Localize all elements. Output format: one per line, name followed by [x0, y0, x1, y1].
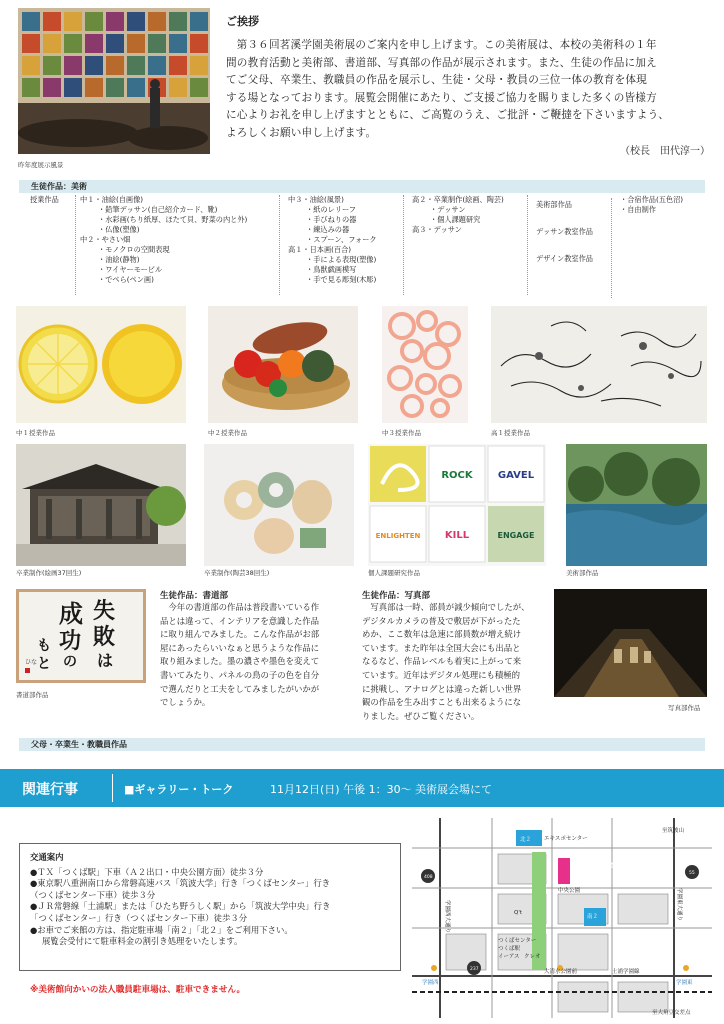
calligraphy-line: 取り組みました。墨の濃さや墨色を変えて — [160, 656, 320, 667]
works-item: 高１・日本画(百合) — [288, 245, 352, 254]
events-title: 関連行事 — [22, 782, 78, 798]
map-label: 55 — [689, 871, 695, 876]
works-col-6 — [620, 195, 710, 295]
calligraphy-line: 品とは違って、インテリアを意識した作品 — [160, 615, 319, 626]
greeting-line: てご父母、卒業生、教職員の作品を展示し、生徒・父母・教員の三位一体の教育を体現 — [226, 74, 647, 87]
greeting-line: 間の教育活動と美術部、書道部、写真部の作品が展示されます。また、生徒の作品に加え — [226, 56, 657, 69]
works-col-1 — [30, 195, 76, 295]
works-item: ・個人課題研究 — [430, 215, 481, 224]
map-label: 中央公園 — [558, 888, 581, 894]
artwork-vegetables — [208, 306, 358, 423]
events-divider — [112, 774, 113, 802]
map-label: 学園東大通り — [676, 888, 682, 922]
works-item: ・練込みの器 — [306, 225, 350, 234]
section-header-parents: 父母・卒業生・教職員作品 — [19, 738, 705, 751]
photo-line: デジタルカメラの普及で敷居が下がったた — [362, 615, 521, 626]
card-text: GAVEL — [497, 470, 535, 481]
map-label: つくば駅 — [498, 946, 521, 952]
photo-line: 写真部は一時、部員が減少傾向でしたが、 — [370, 602, 530, 612]
events-banner — [0, 769, 724, 807]
map-label: 408 — [424, 875, 433, 880]
works-item: 美術部作品 — [536, 200, 572, 209]
access-line: 展覧会受付にて駐車料金の割引き処理をいたします。 — [42, 936, 243, 947]
works-item: ・デッサン — [430, 205, 466, 214]
works-item: 中２・やさい畑 — [80, 235, 131, 244]
works-item: ・でべら(ペン画) — [98, 275, 154, 284]
calligraphy-line: でしょうか。 — [160, 697, 211, 708]
works-item: デッサン教室作品 — [536, 227, 593, 237]
access-line: ●お車でご来館の方は、指定駐車場「南２」「北２」をご利用下さい。 — [30, 924, 293, 935]
caption-jr1: 中１授業作品 — [16, 429, 55, 437]
card-text: ENLIGHTEN — [375, 532, 421, 540]
map-label: 237 — [470, 967, 479, 972]
map-label: 学園西 — [422, 980, 439, 986]
access-line: ●ＪＲ常磐線「土浦駅」または「ひたち野うしく駅」から「筑波大学中央」行き — [30, 901, 331, 912]
photo-line: なるなど、作品レベルも着実に上がって来 — [362, 656, 522, 667]
calligraphy-char: は — [97, 651, 114, 670]
caption-jr3: 中３授業作品 — [382, 429, 421, 437]
map-label: 土浦学園線 — [612, 969, 640, 975]
works-item: ・紙のレリーフ — [306, 205, 356, 214]
exhibition-photo-caption: 昨年度展示風景 — [18, 161, 64, 169]
calligraphy-line: で選んだりと工夫をしてみましたがいかが — [160, 683, 320, 694]
caption-photo-club: 写真部作品 — [668, 704, 701, 712]
greeting-title: ご挨拶 — [226, 15, 259, 28]
works-item: ・手による表現(塑像) — [306, 255, 377, 264]
artwork-typography-cards — [368, 444, 546, 566]
access-map — [412, 818, 712, 1018]
parking-note: ※美術館向かいの法人職員駐車場は、駐車できません。 — [30, 985, 246, 995]
works-item: ・手で見る彫刻(木彫) — [306, 275, 377, 284]
artwork-shrine-painting — [16, 444, 186, 566]
artwork-clay-rings — [382, 306, 468, 423]
calligraphy-char: と — [37, 656, 51, 672]
map-label: エキスポセンター — [544, 836, 588, 842]
access-line: （つくばセンター下車）徒歩３分 — [30, 889, 156, 900]
artwork-landscape-painting — [566, 444, 707, 566]
photo-club-artwork — [554, 589, 707, 697]
map-label: 大清水公園前 — [544, 969, 578, 975]
works-col-4 — [412, 195, 528, 295]
caption-grad-painting: 卒業制作(絵画37回生) — [16, 569, 82, 577]
caption-jr2: 中２授業作品 — [208, 429, 247, 437]
map-label: 学園東 — [676, 980, 693, 986]
calligraphy-char: 失 — [93, 598, 116, 624]
works-item: 高３・デッサン — [412, 225, 462, 234]
photo-line: りました。ぜひご覧ください。 — [362, 710, 480, 721]
greeting-line: 第３６回茗溪学園美術展のご案内を申し上げます。この美術展は、本校の美術科の１年 — [236, 39, 657, 51]
calligraphy-line: に取り組んでみました。こんな作品がお部 — [160, 629, 320, 640]
access-line: ●ＴＸ「つくば駅」下車（Ａ２出口・中央公園方面）徒歩３分 — [30, 866, 264, 877]
caption-grad-ceramics: 卒業制作(陶芸38回生) — [204, 569, 270, 577]
photo-line: に挑戦し、アナログとは違った新しい世界 — [362, 683, 522, 694]
calligraphy-char: 敗 — [93, 624, 116, 650]
works-item: ・手びねりの器 — [306, 215, 357, 224]
map-label: イーアス — [498, 954, 520, 960]
works-item: ・油絵(静物) — [98, 255, 140, 264]
photo-line: ています。また昨年は全国大会にも出品と — [362, 642, 521, 653]
calligraphy-line: 今年の書道部の作品は普段書いている作 — [168, 602, 320, 612]
works-item: ・鉛筆デッサン(自己紹介カード、靴) — [98, 205, 218, 214]
exhibition-photo — [18, 8, 210, 154]
greeting-line: よろしくお願い申し上げます。 — [226, 126, 377, 139]
caption-research: 個人課題研究作品 — [368, 569, 420, 577]
calligraphy-signature: ひな — [25, 659, 38, 666]
map-label: 北２ — [520, 837, 532, 843]
access-title: 交通案内 — [30, 852, 64, 862]
principal-signature: （校長 田代淳一） — [620, 146, 710, 157]
events-item: ■ギャラリー・トーク — [124, 783, 234, 796]
works-item: デザイン教室作品 — [536, 254, 593, 264]
calligraphy-char: 成 — [59, 599, 83, 628]
artwork-scroll-copy — [491, 306, 707, 423]
calligraphy-char: 功 — [59, 628, 82, 654]
artwork-lemon — [16, 306, 186, 423]
works-item: 中３・油絵(風景) — [288, 195, 344, 204]
works-item: ・水彩画(ちり紙厚、ほたて貝、野菜の内と外) — [98, 215, 248, 224]
section-header-art: 生徒作品：美術 — [19, 180, 705, 193]
calligraphy-char: の — [63, 654, 77, 670]
works-col-5 — [536, 198, 612, 298]
works-item: ・合宿作品(五色沼) — [620, 195, 684, 204]
map-label: 至筑波山 — [662, 828, 685, 834]
calligraphy-line: 屋にあったらいいなぁと思うような作品に — [160, 642, 320, 653]
works-item: 高２・卒業制作(絵画、陶芸) — [412, 195, 504, 204]
map-label: 至大角豆交差点 — [652, 1010, 691, 1016]
works-col-2 — [80, 195, 280, 295]
map-museum-label: 茨城県つくば美術館 — [572, 863, 627, 870]
access-line: ●東京駅八重洲南口から常磐高速バス「筑波大学」行き「つくばセンター」行き — [30, 878, 331, 889]
photo-club-header: 生徒作品：写真部 — [362, 591, 431, 601]
caption-art-club: 美術部作品 — [566, 569, 599, 577]
works-item: ・スプーン、フォーク — [306, 235, 377, 244]
greeting-line: に心よりお礼を申し上げますとともに、ご高覧のうえ、ご批評・ご鞭撻を下さいますよう、 — [226, 109, 670, 122]
map-label: Q't — [514, 910, 522, 916]
calligraphy-body — [160, 601, 350, 710]
works-item: 中１・油絵(自画像) — [80, 195, 144, 204]
works-item: ・自由制作 — [620, 205, 656, 214]
works-item: ・ワイヤーモービル — [98, 265, 163, 274]
caption-calligraphy: 書道部作品 — [16, 691, 49, 699]
artwork-ceramics — [204, 444, 354, 566]
map-label: 学園西大通り — [444, 900, 450, 934]
card-text: KILL — [444, 530, 470, 541]
works-item: 授業作品 — [30, 195, 59, 204]
calligraphy-char: も — [37, 638, 51, 654]
photo-line: めか、ここ数年は急速に部員数が増え続け — [362, 629, 522, 640]
access-box — [19, 843, 401, 971]
greeting-line: する場となっております。展覧会開催にあたり、ご支援ご協力を賜りました多くの皆様方 — [226, 91, 657, 104]
card-text: ENGAGE — [497, 531, 535, 540]
works-item: ・モノクロの空間表現 — [98, 245, 170, 254]
access-line: 「つくばセンター」行き（つくばセンター下車）徒歩３分 — [30, 912, 248, 923]
works-col-3 — [288, 195, 404, 295]
photo-line: 観の作品を生み出すことも出来るようにな — [362, 697, 522, 708]
card-text: ROCK — [441, 470, 473, 481]
map-label: クレオ — [524, 954, 541, 960]
photo-club-body — [362, 601, 552, 723]
works-item: ・鳥獣戯画模写 — [306, 265, 357, 274]
map-label: 南２ — [587, 914, 599, 920]
calligraphy-header: 生徒作品：書道部 — [160, 591, 229, 601]
calligraphy-artwork — [16, 589, 146, 683]
photo-line: ています。近年はデジタル処理にも積極的 — [362, 669, 520, 680]
calligraphy-line: 書いてみたり、パネルの鳥の子の色を自分 — [160, 669, 320, 680]
events-schedule: 11月12日(日) 午後 1：30～ 美術展会場にて — [270, 783, 493, 796]
greeting-body — [226, 37, 714, 143]
caption-hs1: 高１授業作品 — [491, 429, 530, 437]
map-label: つくばセンター — [498, 938, 537, 944]
works-item: ・仏像(塑像) — [98, 225, 140, 234]
